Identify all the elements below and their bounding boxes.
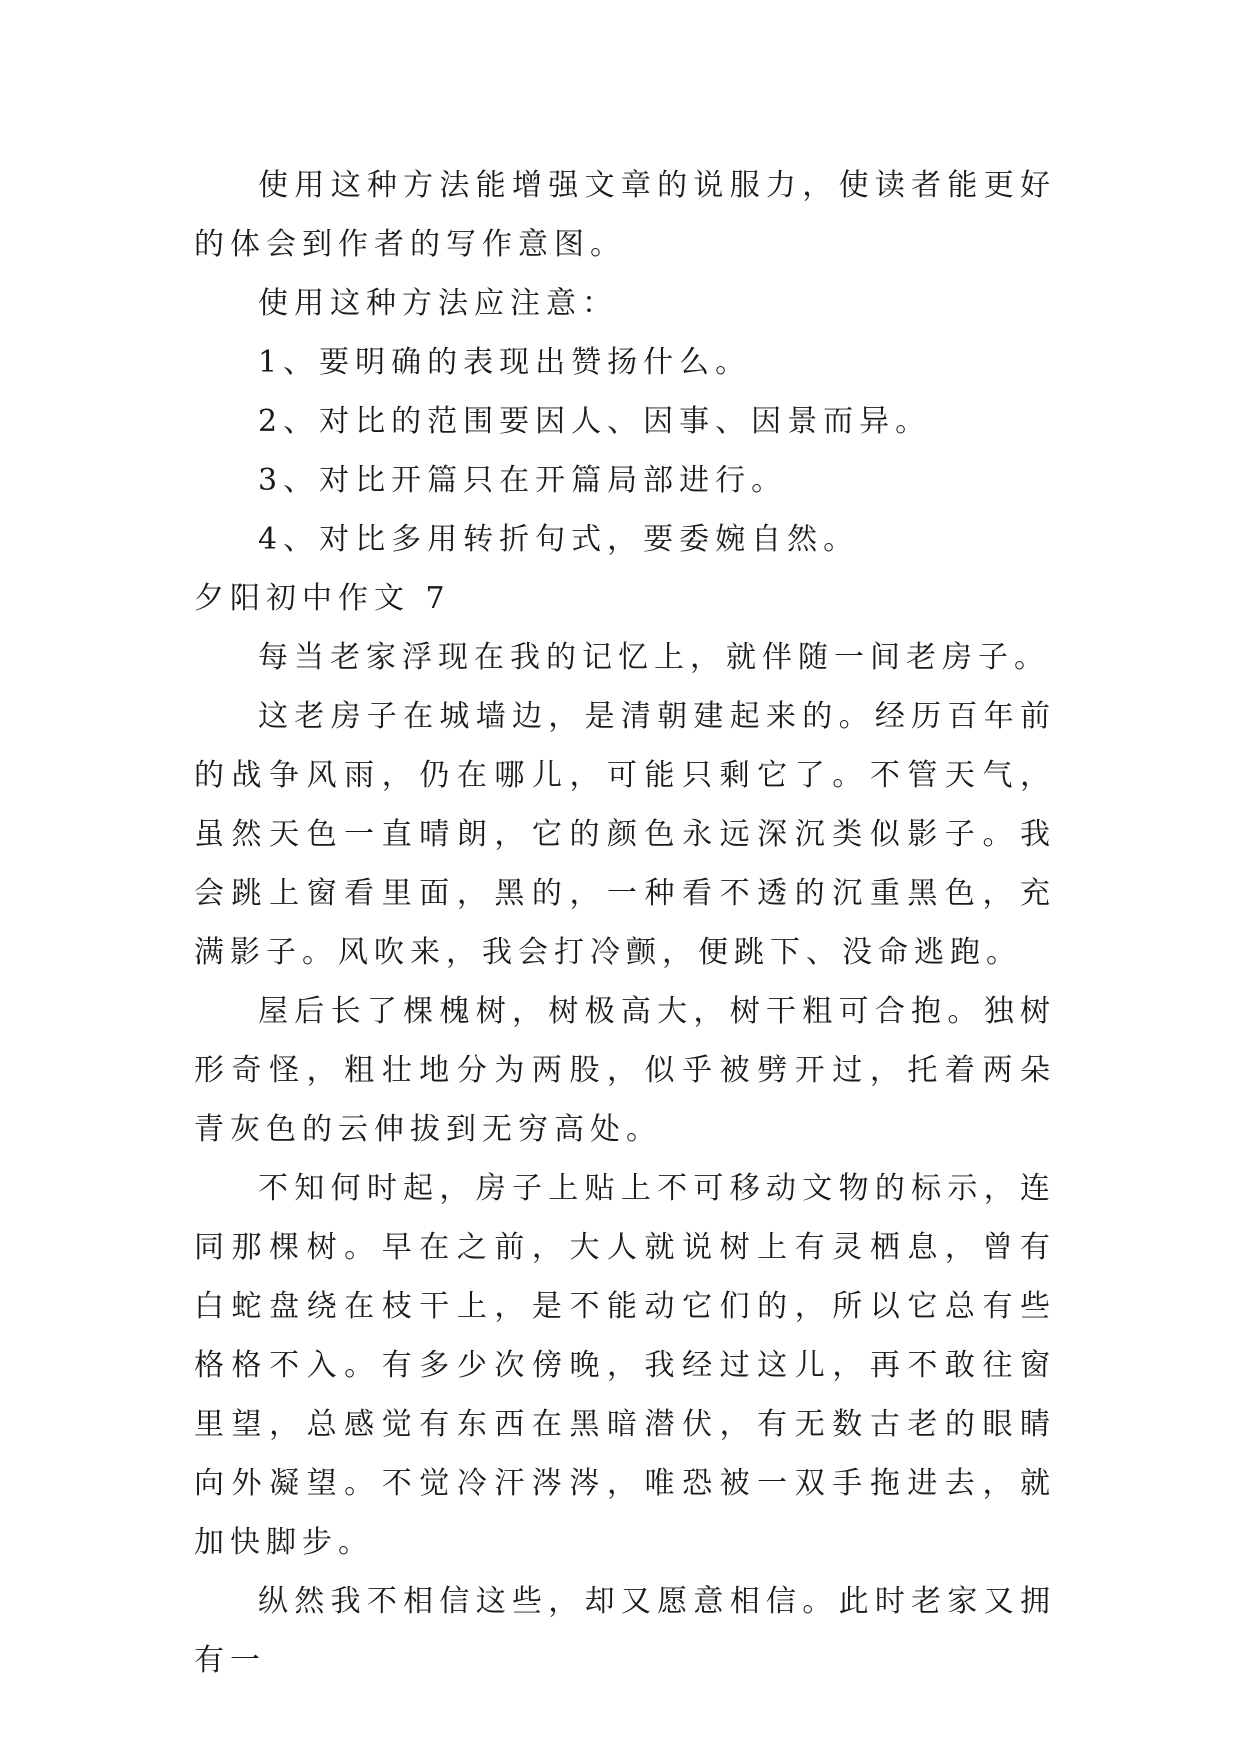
paragraph: 每当老家浮现在我的记忆上，就伴随一间老房子。 (258, 640, 1050, 675)
list-item: 3、对比开篇只在开篇局部进行。 (258, 463, 788, 498)
section-heading: 夕阳初中作文 7 (194, 581, 451, 616)
list-item: 4、对比多用转折句式，要委婉自然。 (258, 522, 860, 557)
paragraph: 使用这种方法能增强文章的说服力，使读者能更好的体会到作者的写作意图。 (194, 168, 1056, 262)
paragraph: 这老房子在城墙边，是清朝建起来的。经历百年前的战争风雨，仍在哪儿，可能只剩它了。不管天气，虽然天色一直晴朗，它的颜色永远深沉类似影子。我会跳上窗看里面，黑的，一种看不透的沉重黑色，充满影子。风吹来，我会打冷颤，便跳下、没命逃跑。 (194, 699, 1056, 970)
list-item: 2、对比的范围要因人、因事、因景而异。 (258, 404, 932, 439)
list-item: 1、要明确的表现出赞扬什么。 (258, 345, 752, 380)
document-body (194, 156, 1056, 1690)
paragraph: 屋后长了棵槐树，树极高大，树干粗可合抱。独树形奇怪，粗壮地分为两股，似乎被劈开过，托着两朵青灰色的云伸拔到无穷高处。 (194, 994, 1056, 1147)
paragraph: 使用这种方法应注意： (258, 286, 618, 321)
paragraph: 不知何时起，房子上贴上不可移动文物的标示，连同那棵树。早在之前，大人就说树上有灵栖息，曾有白蛇盘绕在枝干上，是不能动它们的，所以它总有些格格不入。有多少次傍晚，我经过这儿，再不敢往窗里望，总感觉有东西在黑暗潜伏，有无数古老的眼睛向外凝望。不觉冷汗涔涔，唯恐被一双手拖进去，就加快脚步。 (194, 1171, 1056, 1560)
paragraph: 纵然我不相信这些，却又愿意相信。此时老家又拥有一 (194, 1584, 1056, 1678)
